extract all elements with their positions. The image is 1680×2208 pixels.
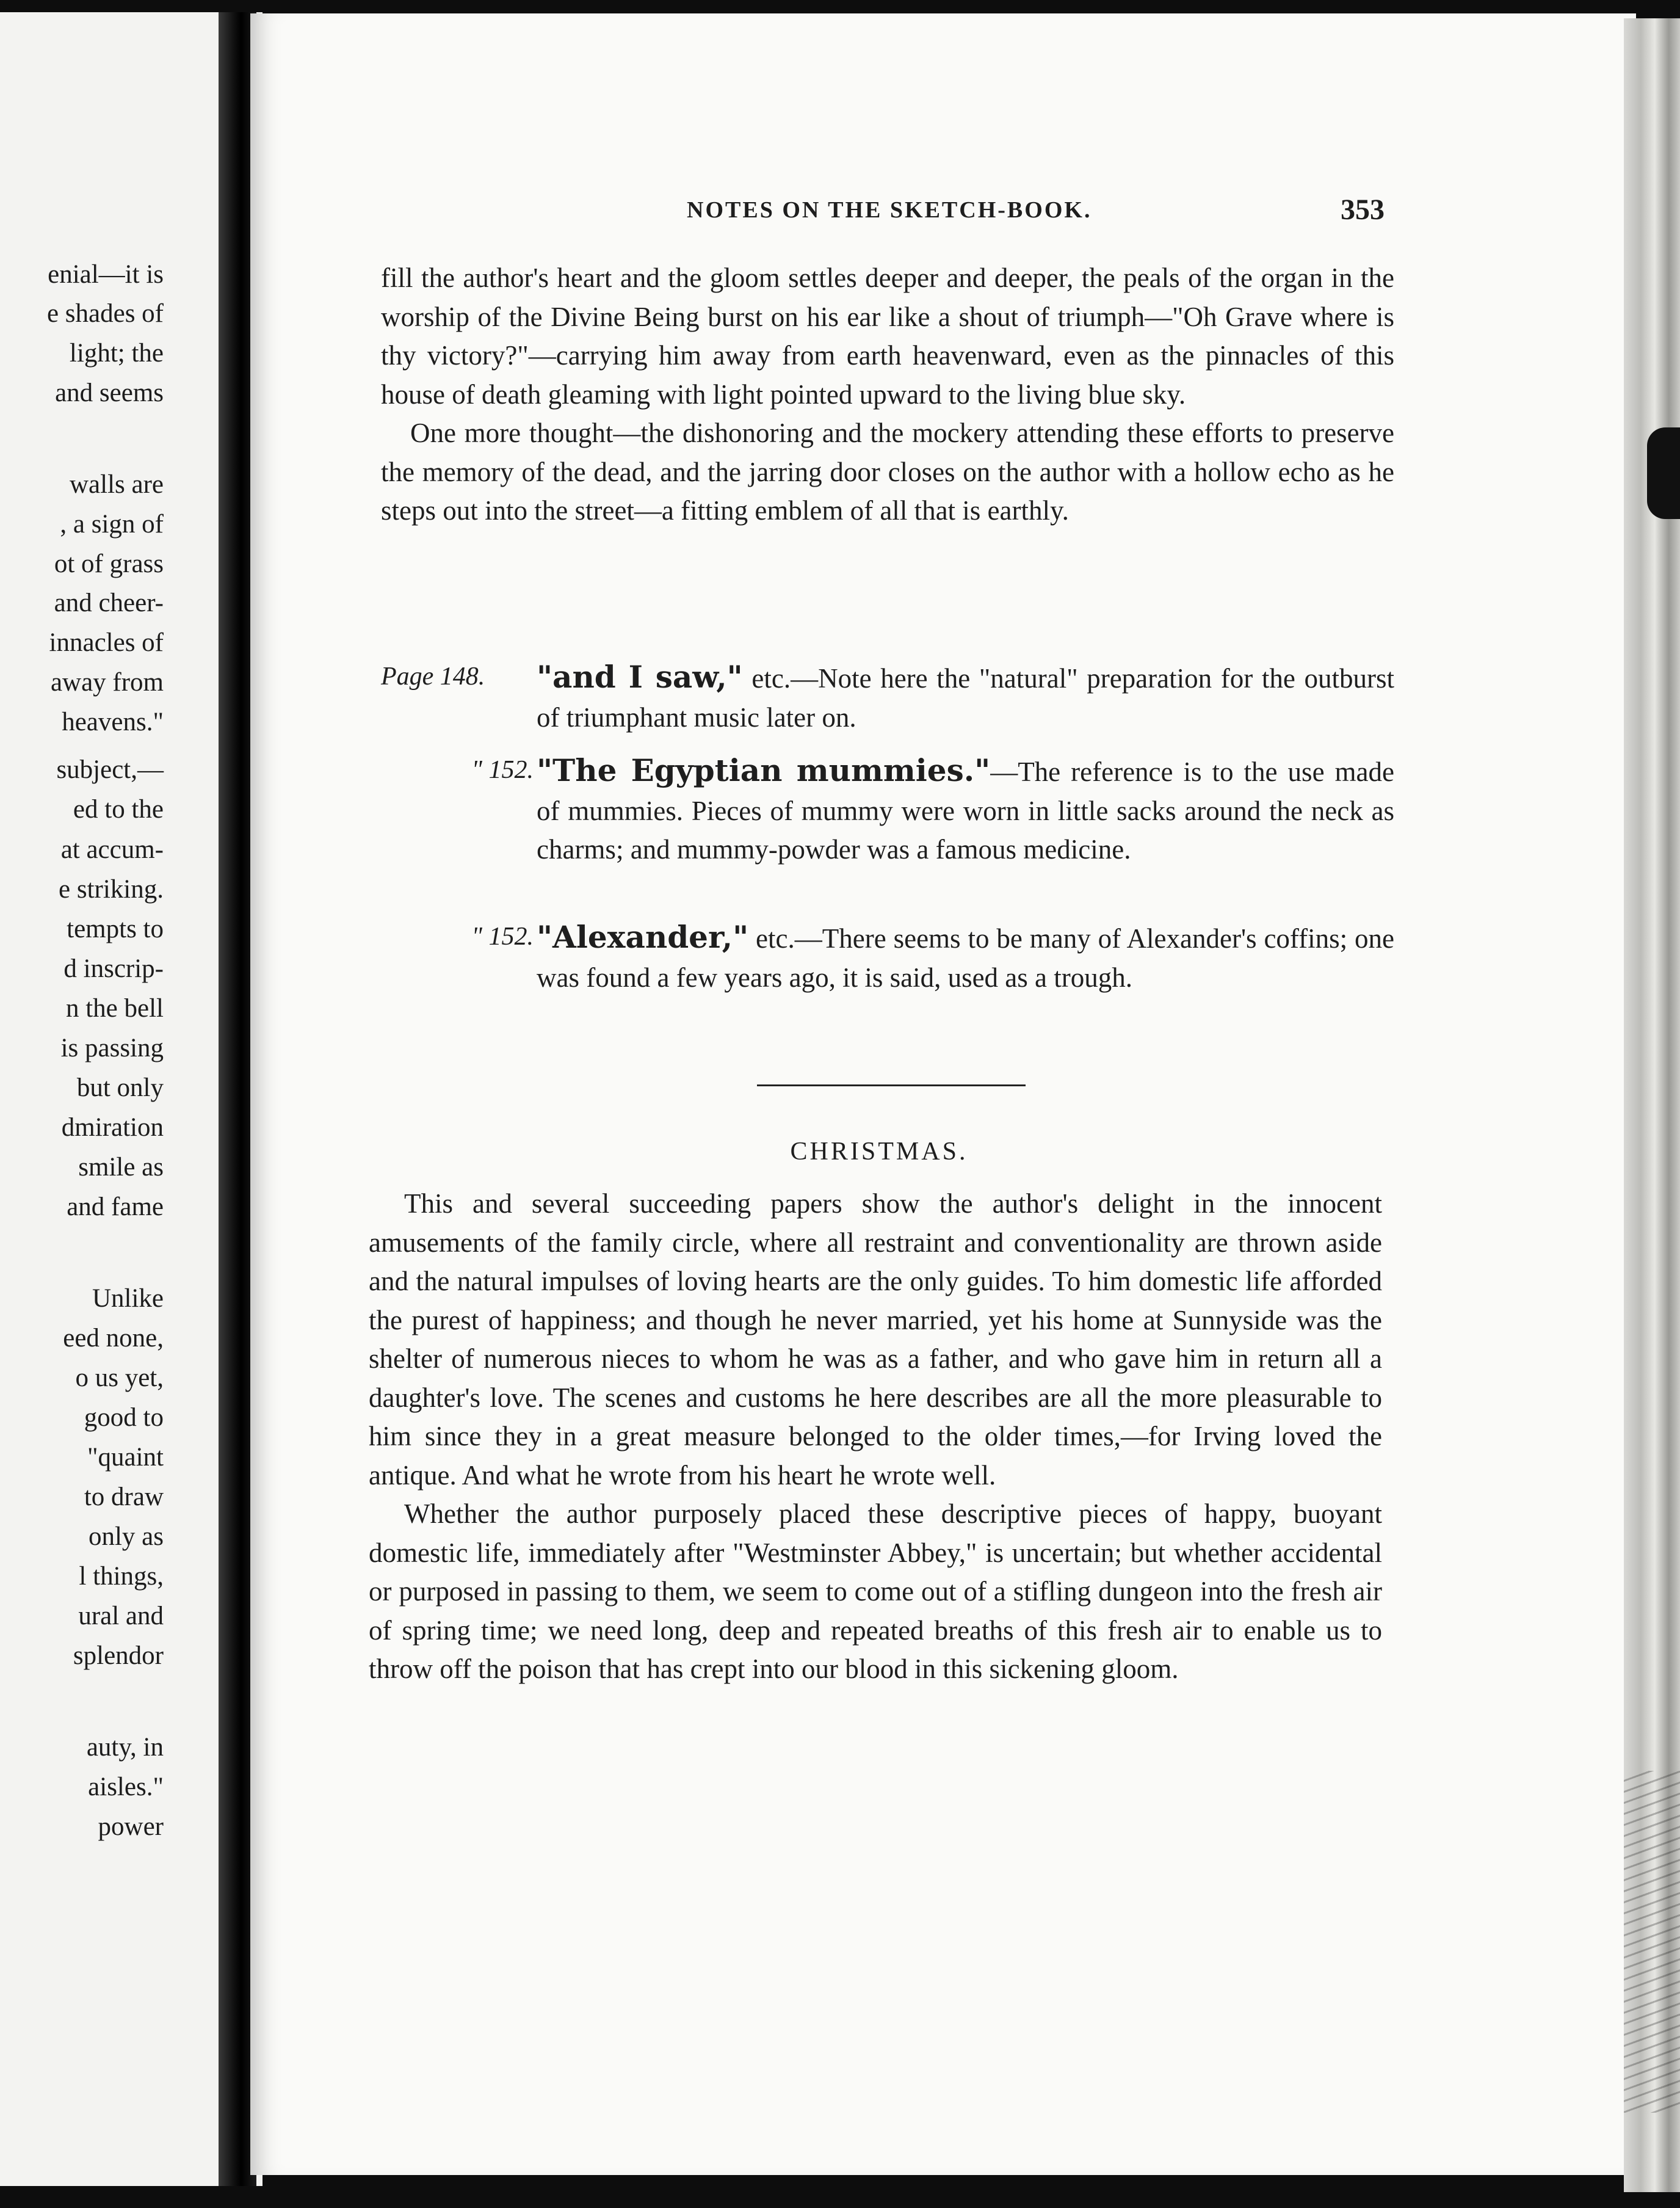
- paragraph: One more thought—the dishonoring and the mockery attending these efforts to preserve the memory of the dead, and the jarring door closes on the author with a hollow echo as he steps out into the street—a fitting emblem of all that is earthly.: [381, 418, 1394, 526]
- paragraph: Whether the author purposely placed these descriptive pieces of happy, buoyant domestic life, immediately after "Westminster Abbey," is uncertain; but whether accidental or purposed in passing to them, we seem to come out of a stifling dungeon into the fresh air of spring time; we need long, deep and repeated breaths of this fresh air to enable us to throw off the poison that has crept into our blood in this sickening gloom.: [369, 1498, 1382, 1684]
- section-title: CHRISTMAS.: [790, 1138, 968, 1166]
- left-line: aisles.": [88, 1773, 164, 1801]
- left-line: n the bell: [65, 994, 164, 1023]
- left-line: at accum-: [60, 835, 164, 864]
- left-line: to draw: [84, 1483, 164, 1511]
- left-line: heavens.": [62, 708, 164, 736]
- left-line: power: [98, 1812, 164, 1841]
- left-line: and cheer-: [54, 589, 164, 617]
- left-line: splendor: [73, 1641, 164, 1670]
- page-edge-blot: [1647, 427, 1680, 519]
- left-line: dmiration: [61, 1113, 164, 1142]
- note-body: [537, 751, 1394, 870]
- left-line: l things,: [79, 1562, 164, 1591]
- note-text: etc.—There seems to be many of Alexander's coffins; one was found a few years ago, it is said, used as a trough.: [537, 923, 1394, 993]
- note-reference: " 152.: [471, 923, 534, 951]
- left-line: away from: [50, 668, 164, 697]
- page-edge-marks: [1624, 1771, 1680, 2113]
- left-line: enial—it is: [48, 260, 164, 289]
- note-lemma: "The Egyptian mummies.": [537, 752, 991, 788]
- left-line: smile as: [78, 1153, 164, 1182]
- left-line: ed to the: [73, 795, 164, 824]
- left-line: d inscrip-: [63, 954, 164, 983]
- running-head: NOTES ON THE SKETCH-BOOK.: [687, 197, 1092, 223]
- left-line: Unlike: [92, 1284, 164, 1313]
- left-line: "quaint: [87, 1443, 164, 1472]
- annotation-note: [381, 751, 1394, 870]
- left-line: eed none,: [63, 1324, 164, 1353]
- left-line: is passing: [60, 1034, 164, 1062]
- left-line: o us yet,: [75, 1364, 164, 1392]
- left-line: tempts to: [67, 915, 164, 943]
- left-line: walls are: [69, 470, 164, 499]
- left-line: and seems: [55, 379, 164, 407]
- note-reference: Page 148.: [381, 663, 485, 691]
- body-text-bottom: [369, 1185, 1382, 1689]
- paragraph: This and several succeeding papers show the author's delight in the innocent amusements of the family circle, where all restraint and conventionality are thrown aside and the natural impulses of loving hearts are the only guides. To him domestic life afforded the purest of happiness; and though he never married, yet his home at Sunnyside was the shelter of numerous nieces to whom he was as a father, and who gave him in return all a daughter's love. The scenes and customs he here describes are all the more pleasurable to him since they in a great measure belonged to the older times,—for Irving loved the antique. And what he wrote from his heart he wrote well.: [369, 1188, 1382, 1491]
- left-line: and fame: [67, 1193, 164, 1221]
- left-line: innacles of: [49, 628, 164, 657]
- left-line: light; the: [69, 339, 164, 368]
- note-lemma: "Alexander,": [537, 919, 749, 955]
- left-line: auty, in: [86, 1733, 164, 1762]
- note-text: etc.—Note here the "natural" preparation for the outburst of triumphant music later on.: [537, 663, 1394, 733]
- left-line: ural and: [78, 1602, 164, 1630]
- section-divider: [757, 1084, 1026, 1086]
- note-text: —The reference is to the use made of mummies. Pieces of mummy were worn in little sacks around the neck as charms; and mummy-powder was a famous medicine.: [537, 757, 1395, 865]
- note-body: [537, 658, 1394, 737]
- note-lemma: "and I saw,": [537, 659, 743, 695]
- left-line: , a sign of: [60, 510, 164, 539]
- note-reference: " 152.: [471, 756, 534, 784]
- left-line: e striking.: [59, 875, 164, 904]
- left-line: ot of grass: [54, 550, 164, 578]
- note-body: [537, 918, 1394, 997]
- page-number: 353: [1341, 194, 1385, 226]
- paragraph: fill the author's heart and the gloom settles deeper and deeper, the peals of the organ in the worship of the Divine Being burst on his ear like a shout of triumph—"Oh Grave where is thy victory?"—carrying him away from earth heavenward, even as the pinnacles of this house of death gleaming with light pointed upward to the living blue sky.: [381, 263, 1394, 410]
- left-line: subject,—: [56, 755, 164, 784]
- body-text-top: [381, 259, 1394, 531]
- annotation-note: [381, 658, 1394, 737]
- left-line: e shades of: [46, 299, 164, 328]
- left-line: but only: [76, 1073, 164, 1102]
- annotation-note: [381, 918, 1394, 997]
- left-line: good to: [84, 1403, 164, 1432]
- left-line: only as: [88, 1522, 164, 1551]
